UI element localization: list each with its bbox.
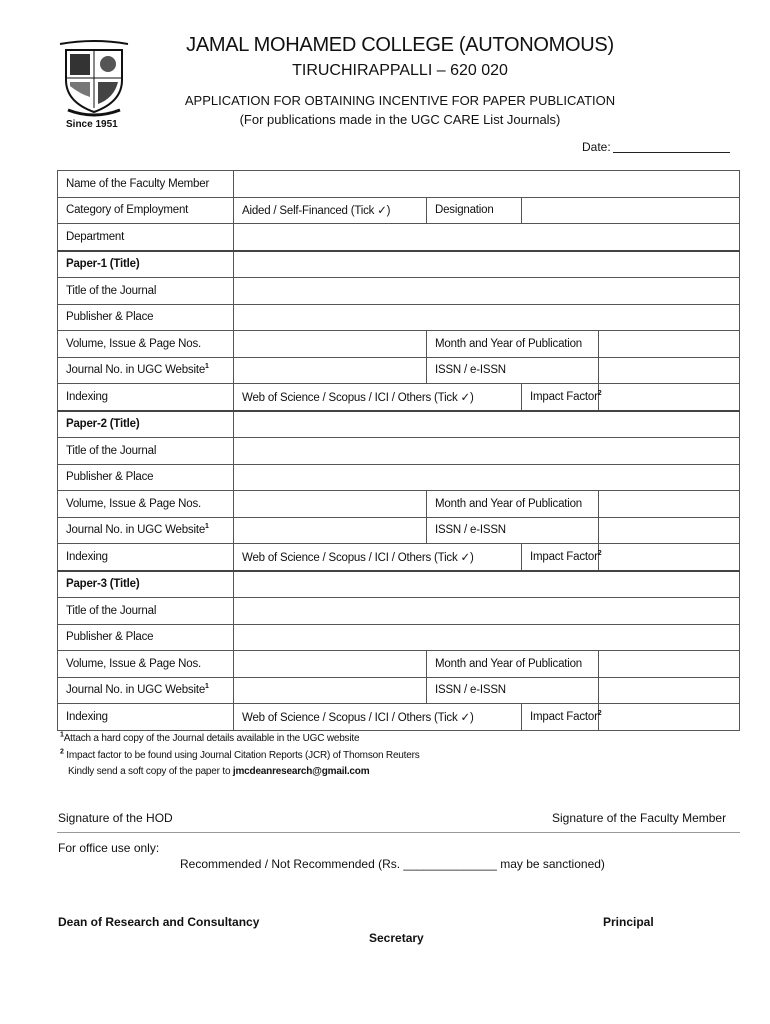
paper-1-journal-no-field[interactable]: [234, 357, 427, 384]
paper-3-indexing-options[interactable]: Web of Science / Scopus / ICI / Others (Tick ✓): [234, 704, 522, 731]
category-label: Category of Employment: [58, 197, 234, 224]
footnote-1-ref: 1: [205, 363, 209, 371]
paper-2-heading: Paper-2 (Title): [58, 411, 234, 438]
date-label: Date:: [582, 140, 611, 154]
paper-1-indexing-row: [58, 384, 740, 411]
paper-2-impact-label: [522, 544, 602, 571]
impact-text: Impact Factor: [530, 550, 598, 563]
designation-label: Designation: [427, 197, 522, 224]
paper-1-publisher-row: [58, 304, 740, 331]
paper-1-volume-field[interactable]: [234, 331, 427, 358]
dean-label: Dean of Research and Consultancy: [58, 915, 260, 929]
paper-3-publisher-label: Publisher & Place: [58, 624, 234, 651]
paper-3-volume-field[interactable]: [234, 651, 427, 678]
divider: [57, 832, 740, 833]
paper-2-journal-no-field[interactable]: [234, 517, 427, 544]
college-name: JAMAL MOHAMED COLLEGE (AUTONOMOUS): [186, 34, 614, 56]
paper-2-title-field[interactable]: [234, 411, 740, 438]
footnote-1-marker: 1: [60, 731, 64, 739]
paper-1-month-year-label: Month and Year of Publication: [427, 331, 599, 358]
paper-1-indexing-options[interactable]: Web of Science / Scopus / ICI / Others (Tick ✓): [234, 384, 522, 411]
paper-3-month-year-field[interactable]: [599, 651, 740, 678]
paper-2-month-year-label: Month and Year of Publication: [427, 491, 599, 518]
paper-2-title-row: [58, 411, 740, 438]
paper-2-month-year-field[interactable]: [599, 491, 740, 518]
paper-1-issn-label: ISSN / e-ISSN: [427, 357, 599, 384]
footnote-2-ref: 2: [597, 549, 602, 557]
designation-field[interactable]: [522, 197, 740, 224]
paper-1-journal-row: [58, 278, 740, 305]
paper-3-journal-row: [58, 598, 740, 625]
footnote-1-text: Attach a hard copy of the Journal details available in the UGC website: [63, 733, 360, 744]
paper-1-journal-field[interactable]: [234, 278, 740, 305]
footnote-1-ref: 1: [205, 683, 209, 691]
paper-3-indexing-row: [58, 704, 740, 731]
college-emblem-icon: [58, 42, 130, 116]
paper-1-journal-no-row: [58, 357, 740, 384]
impact-text: Impact Factor: [530, 710, 598, 723]
paper-2-journal-row: [58, 438, 740, 465]
footnote-3-text: Kindly send a soft copy of the paper to: [68, 766, 231, 777]
contact-email[interactable]: jmcdeanresearch@gmail.com: [232, 766, 370, 777]
paper-3-journal-field[interactable]: [234, 598, 740, 625]
paper-3-month-year-label: Month and Year of Publication: [427, 651, 599, 678]
paper-2-volume-field[interactable]: [234, 491, 427, 518]
hod-signature-label: Signature of the HOD: [58, 811, 173, 825]
paper-1-publisher-field[interactable]: [234, 304, 740, 331]
paper-1-issn-field[interactable]: [599, 357, 740, 384]
journal-no-text: Journal No. in UGC Website: [66, 684, 206, 697]
footnote-2: [60, 750, 420, 761]
department-field[interactable]: [234, 224, 740, 251]
paper-1-journal-no-label: [58, 357, 234, 384]
footnote-2-marker: 2: [60, 748, 64, 756]
paper-2-journal-label: Title of the Journal: [58, 438, 234, 465]
paper-3-title-row: [58, 571, 740, 598]
since-label: Since 1951: [66, 119, 118, 130]
impact-text: Impact Factor: [530, 390, 598, 403]
footnote-2-ref: 2: [597, 709, 602, 717]
paper-1-heading: Paper-1 (Title): [58, 251, 234, 278]
faculty-signature-label: Signature of the Faculty Member: [552, 811, 727, 825]
recommendation-line: Recommended / Not Recommended (Rs. ______________ may be sanctioned): [180, 857, 605, 871]
paper-1-journal-label: Title of the Journal: [58, 278, 234, 305]
category-options[interactable]: Aided / Self-Financed (Tick ✓): [234, 197, 427, 224]
paper-3-journal-label: Title of the Journal: [58, 598, 234, 625]
footnote-2-text: Impact factor to be found using Journal Citation Reports (JCR) of Thomson Reuters: [66, 750, 420, 761]
paper-2-issn-label: ISSN / e-ISSN: [427, 517, 599, 544]
paper-2-journal-field[interactable]: [234, 438, 740, 465]
paper-3-issn-label: ISSN / e-ISSN: [427, 677, 599, 704]
paper-3-volume-row: [58, 651, 740, 678]
paper-1-publisher-label: Publisher & Place: [58, 304, 234, 331]
college-city: TIRUCHIRAPPALLI – 620 020: [292, 62, 508, 79]
paper-3-journal-no-row: [58, 677, 740, 704]
paper-1-title-field[interactable]: [234, 251, 740, 278]
form-title: APPLICATION FOR OBTAINING INCENTIVE FOR PAPER PUBLICATION: [184, 93, 616, 108]
paper-2-volume-row: [58, 491, 740, 518]
category-row: [58, 197, 740, 224]
faculty-name-field[interactable]: [234, 171, 740, 198]
paper-1-impact-field[interactable]: [599, 384, 740, 411]
paper-1-indexing-label: Indexing: [58, 384, 234, 411]
footnote-1: [60, 733, 359, 744]
date-field[interactable]: [613, 152, 730, 153]
paper-1-volume-row: [58, 331, 740, 358]
paper-1-month-year-field[interactable]: [599, 331, 740, 358]
paper-2-impact-field[interactable]: [599, 544, 740, 571]
paper-3-volume-label: Volume, Issue & Page Nos.: [58, 651, 234, 678]
paper-2-journal-no-label: [58, 517, 234, 544]
secretary-label: Secretary: [369, 931, 424, 945]
paper-3-publisher-field[interactable]: [234, 624, 740, 651]
journal-no-text: Journal No. in UGC Website: [66, 524, 206, 537]
department-label: Department: [58, 224, 234, 251]
footnote-3: [68, 766, 369, 777]
paper-3-indexing-label: Indexing: [58, 704, 234, 731]
paper-3-publisher-row: [58, 624, 740, 651]
paper-2-publisher-label: Publisher & Place: [58, 464, 234, 491]
paper-3-heading: Paper-3 (Title): [58, 571, 234, 598]
paper-2-publisher-row: [58, 464, 740, 491]
paper-3-journal-no-label: [58, 677, 234, 704]
paper-3-impact-field[interactable]: [599, 704, 740, 731]
paper-2-indexing-label: Indexing: [58, 544, 234, 571]
paper-2-publisher-field[interactable]: [234, 464, 740, 491]
application-form-table: [57, 170, 740, 731]
footnote-2-ref: 2: [597, 389, 602, 397]
faculty-name-label: Name of the Faculty Member: [58, 171, 234, 198]
paper-3-issn-field[interactable]: [599, 677, 740, 704]
office-use-label: For office use only:: [58, 841, 160, 855]
paper-3-impact-label: [522, 704, 602, 731]
paper-3-journal-no-field[interactable]: [234, 677, 427, 704]
paper-1-impact-label: [522, 384, 602, 411]
paper-2-journal-no-row: [58, 517, 740, 544]
paper-1-volume-label: Volume, Issue & Page Nos.: [58, 331, 234, 358]
faculty-name-row: [58, 171, 740, 198]
paper-1-title-row: [58, 251, 740, 278]
journal-no-text: Journal No. in UGC Website: [66, 364, 206, 377]
department-row: [58, 224, 740, 251]
paper-2-indexing-options[interactable]: Web of Science / Scopus / ICI / Others (Tick ✓): [234, 544, 522, 571]
footnote-1-ref: 1: [205, 523, 209, 531]
form-subtitle: (For publications made in the UGC CARE List Journals): [239, 112, 561, 127]
paper-3-title-field[interactable]: [234, 571, 740, 598]
paper-2-indexing-row: [58, 544, 740, 571]
principal-label: Principal: [603, 915, 654, 929]
paper-2-volume-label: Volume, Issue & Page Nos.: [58, 491, 234, 518]
paper-2-issn-field[interactable]: [599, 517, 740, 544]
